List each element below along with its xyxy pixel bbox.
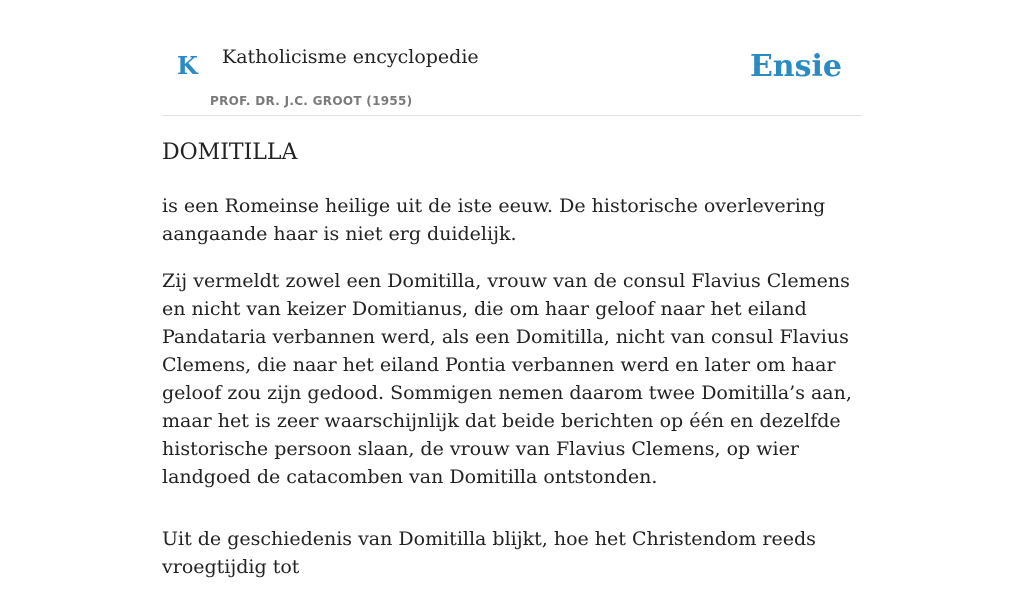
article-body bbox=[162, 192, 862, 600]
encyclopedia-logo-icon[interactable]: K bbox=[177, 51, 198, 80]
encyclopedia-author: PROF. DR. J.C. GROOT (1955) bbox=[210, 94, 413, 108]
encyclopedia-header bbox=[162, 0, 862, 116]
page-container bbox=[162, 0, 862, 578]
article-paragraph: is een Romeinse heilige uit de iste eeuw. De historische overlevering aangaande haar is niet erg duidelijk. bbox=[162, 195, 826, 245]
ensie-brand-link[interactable]: Ensie bbox=[749, 49, 842, 84]
article-paragraph: Zij vermeldt zowel een Domitilla, vrouw van de consul Flavius Clemens en nicht van keizer Domitianus, die om haar geloof naar het eiland Pandataria verbannen werd, als een Domitilla, nicht van consul Flavius Clemens, die naar het eiland Pontia verbannen werd en later om haar geloof zou zijn gedood. Sommigen nemen daarom twee Domitilla’s aan, maar het is zeer waarschijnlijk dat beide berichten op één en dezelfde historische persoon slaan, de vrouw van Flavius Clemens, op wier landgoed de catacomben van Domitilla ontstonden. bbox=[162, 270, 852, 488]
article-paragraph: Uit de geschiedenis van Domitilla blijkt, hoe het Christendom reeds vroegtijdig tot bbox=[162, 528, 816, 578]
encyclopedia-title[interactable]: Katholicisme encyclopedie bbox=[222, 46, 479, 68]
entry-title: DOMITILLA bbox=[162, 140, 298, 165]
